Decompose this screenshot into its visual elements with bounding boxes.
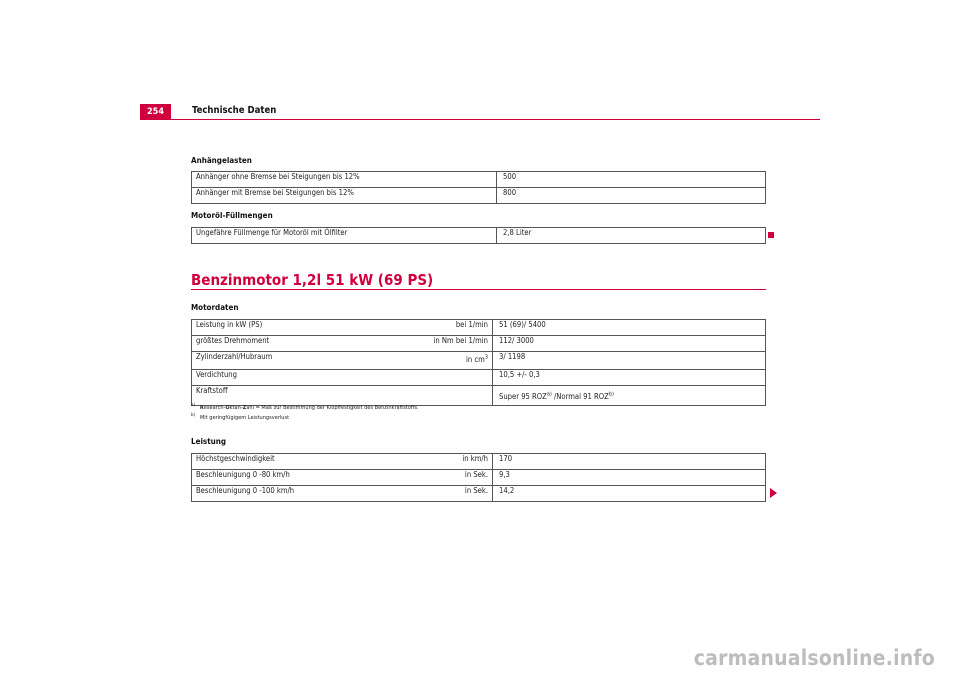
table-row (192, 454, 766, 470)
continue-arrow-icon (770, 488, 777, 498)
section-heading-leistung: Leistung (191, 437, 227, 446)
row-label: Leistung in kW (PS) (192, 320, 419, 336)
header-rule (140, 119, 820, 120)
table-row (192, 370, 766, 386)
row-value: 800 (497, 188, 766, 204)
row-label: Beschleunigung 0 -100 km/h (192, 486, 419, 502)
section-end-marker-icon (768, 232, 774, 238)
row-unit: bei 1/min (418, 320, 493, 336)
leistung-table (191, 453, 766, 502)
section-heading-anhaengelasten: Anhängelasten (191, 156, 252, 165)
motoroel-table (191, 227, 766, 244)
table-row (192, 228, 766, 244)
page-title: Technische Daten (192, 105, 277, 116)
table-row (192, 172, 766, 188)
footnote-letter: O (225, 405, 230, 411)
footnote-text: ahl = Maß zur Bestimmung der Klopffestigkeit des Benzinkraftstoffs. (246, 405, 419, 411)
row-label: größtes Drehmoment (192, 336, 419, 352)
table-row (192, 386, 766, 406)
table-row (192, 470, 766, 486)
row-label: Ungefähre Füllmenge für Motoröl mit Ölfilter (192, 228, 497, 244)
footnote-text: Mit geringfügigem Leistungsverlust (199, 415, 290, 421)
footnote-mark: a) (191, 403, 196, 409)
row-label: Zylinderzahl/Hubraum (192, 352, 419, 370)
table-row (192, 486, 766, 502)
table-row (192, 188, 766, 204)
footnote-text: esearch- (203, 405, 226, 411)
footnote-text: ktan- (229, 405, 243, 411)
footnote-letter: R (199, 405, 204, 411)
anhaengelasten-table (191, 171, 766, 204)
unit-superscript: 3 (484, 354, 488, 361)
section-heading-motordaten: Motordaten (191, 303, 239, 312)
row-unit (418, 386, 493, 406)
table-row (192, 320, 766, 336)
row-label: Verdichtung (192, 370, 419, 386)
row-unit: in Sek. (418, 486, 493, 502)
table-row (192, 336, 766, 352)
row-label: Beschleunigung 0 -80 km/h (192, 470, 419, 486)
row-value: 9,3 (493, 470, 766, 486)
row-value: 3/ 1198 (493, 352, 766, 370)
row-label: Anhänger ohne Bremse bei Steigungen bis 12% (192, 172, 497, 188)
row-label: Anhänger mit Bremse bei Steigungen bis 12% (192, 188, 497, 204)
row-unit: in Nm bei 1/min (418, 336, 493, 352)
engine-heading: Benzinmotor 1,2l 51 kW (69 PS) (191, 271, 434, 289)
footnote-b (191, 414, 289, 422)
page-number: 254 (140, 104, 171, 119)
row-value: 112/ 3000 (493, 336, 766, 352)
row-unit: in Sek. (418, 470, 493, 486)
fuel-super: Super 95 ROZ (499, 392, 547, 401)
watermark: carmanualsonline.info (693, 646, 935, 670)
row-value: 170 (493, 454, 766, 470)
engine-heading-rule (191, 289, 766, 290)
footnote-ref-b: b) (608, 391, 614, 398)
footnote-letter: Z (242, 405, 247, 411)
row-value (493, 386, 766, 406)
row-value: 500 (497, 172, 766, 188)
footnote-mark: b) (191, 413, 196, 419)
row-unit (418, 370, 493, 386)
footnote-ref-a: a) (546, 391, 552, 398)
row-value: 14,2 (493, 486, 766, 502)
table-row (192, 352, 766, 370)
row-label: Kraftstoff (192, 386, 419, 406)
row-value: 51 (69)/ 5400 (493, 320, 766, 336)
fuel-normal: /Normal 91 ROZ (551, 392, 609, 401)
footnote-a (191, 404, 419, 412)
row-label: Höchstgeschwindigkeit (192, 454, 419, 470)
row-unit (418, 352, 493, 370)
row-unit: in km/h (418, 454, 493, 470)
unit-text: in cm (466, 355, 485, 364)
row-value: 10,5 +/- 0,3 (493, 370, 766, 386)
row-value: 2,8 Liter (497, 228, 766, 244)
section-heading-motoroel: Motoröl-Füllmengen (191, 211, 273, 220)
